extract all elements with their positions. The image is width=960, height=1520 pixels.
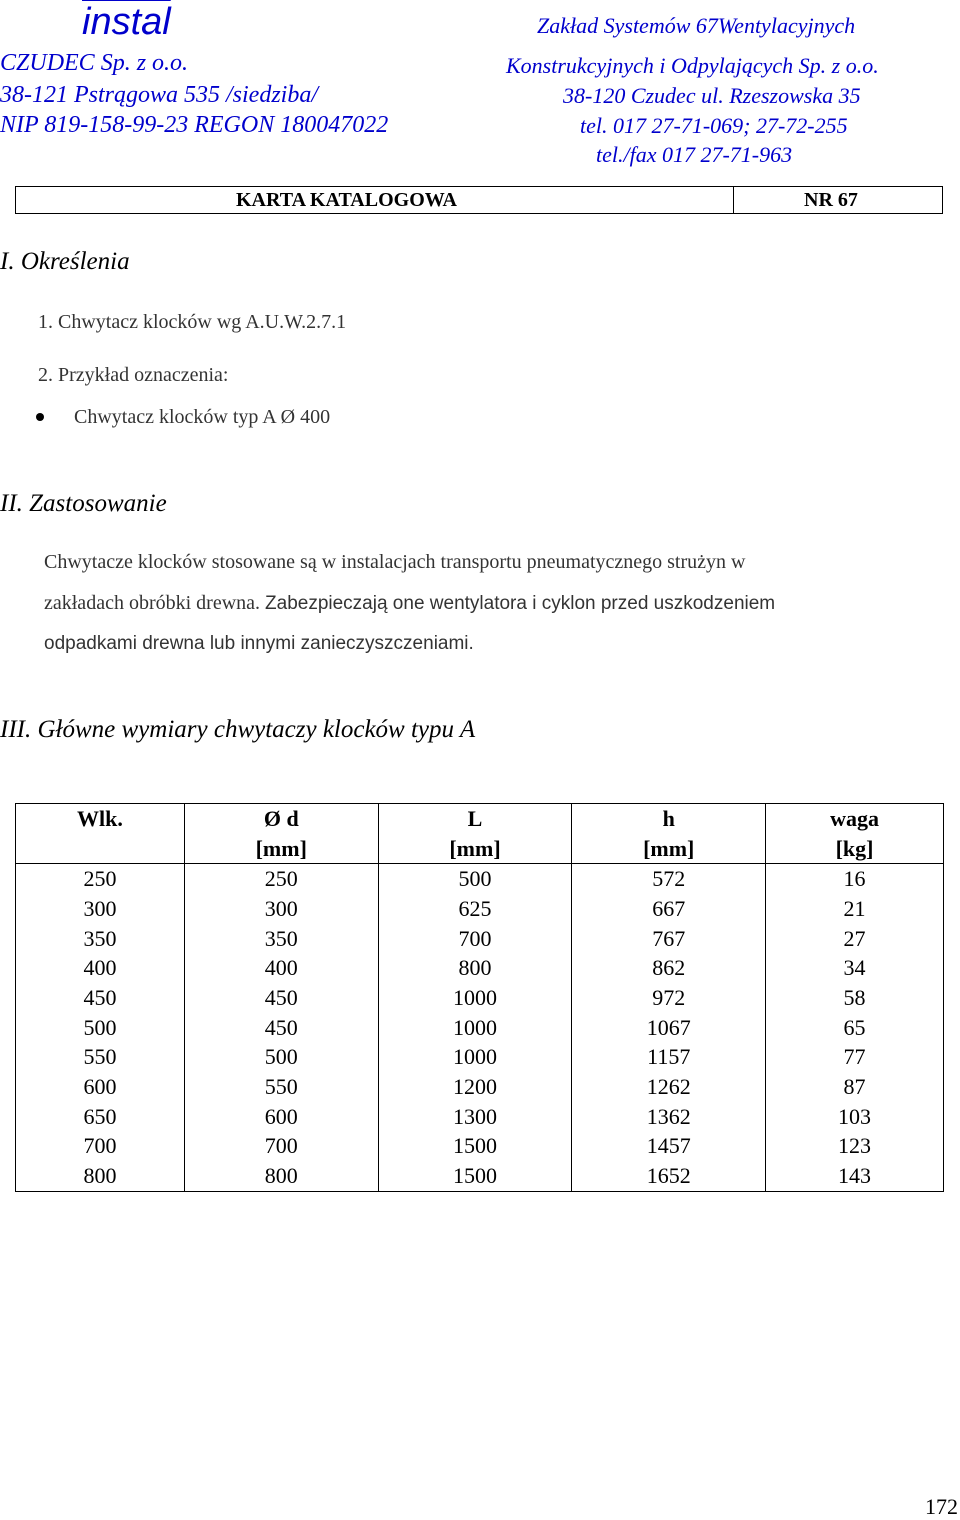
company-address: 38-121 Pstrągowa 535 /siedziba/ [0, 82, 319, 108]
catalog-card-box [15, 186, 943, 214]
table-row [16, 953, 944, 983]
table-cell: 400 [184, 953, 378, 983]
table-cell: 1262 [572, 1072, 766, 1102]
definition-item-2: 2. Przykład oznaczenia: [38, 364, 229, 386]
partner-address: 38-120 Czudec ul. Rzeszowska 35 [563, 83, 861, 108]
partner-fax: tel./fax 017 27-71-963 [596, 142, 793, 167]
definition-item-1: 1. Chwytacz klocków wg A.U.W.2.7.1 [38, 311, 347, 333]
table-cell: 1000 [378, 1043, 572, 1073]
table-cell: 767 [572, 924, 766, 954]
table-row [16, 983, 944, 1013]
header-cell: Ø d [184, 804, 378, 834]
table-row [16, 894, 944, 924]
table-cell: 1000 [378, 1013, 572, 1043]
table-cell: 1500 [378, 1161, 572, 1191]
partner-phone: tel. 017 27-71-069; 27-72-255 [580, 113, 848, 138]
catalog-card-title: KARTA KATALOGOWA [236, 189, 457, 211]
table-cell: 1362 [572, 1102, 766, 1132]
table-cell: 1457 [572, 1132, 766, 1162]
table-cell: 800 [16, 1161, 185, 1191]
table-cell: 250 [184, 864, 378, 894]
dimensions-table [15, 803, 944, 1192]
table-cell: 400 [16, 953, 185, 983]
table-cell: 800 [378, 953, 572, 983]
table-cell: 58 [766, 983, 944, 1013]
table-cell: 103 [766, 1102, 944, 1132]
table-cell: 1000 [378, 983, 572, 1013]
table-cell: 1200 [378, 1072, 572, 1102]
header-cell: L [378, 804, 572, 834]
header-cell: h [572, 804, 766, 834]
table-cell: 1500 [378, 1132, 572, 1162]
table-row [16, 1072, 944, 1102]
table-cell: 21 [766, 894, 944, 924]
unit-cell: [mm] [184, 834, 378, 864]
catalog-card-divider [733, 187, 734, 213]
table-cell: 700 [378, 924, 572, 954]
table-cell: 1157 [572, 1043, 766, 1073]
table-cell: 16 [766, 864, 944, 894]
table-row [16, 1013, 944, 1043]
table-header-row [16, 804, 944, 834]
table-cell: 350 [16, 924, 185, 954]
table-units-row [16, 834, 944, 864]
catalog-card-number: NR 67 [804, 189, 858, 211]
company-name: CZUDEC Sp. z o.o. [0, 50, 189, 76]
bullet-icon [36, 413, 44, 421]
table-cell: 300 [184, 894, 378, 924]
table-cell: 800 [184, 1161, 378, 1191]
company-logo: instal [82, 1, 171, 43]
company-nip-regon: NIP 819-158-99-23 REGON 180047022 [0, 112, 389, 138]
table-cell: 87 [766, 1072, 944, 1102]
table-cell: 550 [184, 1072, 378, 1102]
table-row [16, 864, 944, 894]
application-line-2b: Zabezpieczają one wentylatora i cyklon przed uszkodzeniem [265, 593, 776, 614]
section-3-heading: III. Główne wymiary chwytaczy klocków typu A [0, 716, 476, 743]
table-cell: 500 [184, 1043, 378, 1073]
table-cell: 450 [16, 983, 185, 1013]
application-line-1: Chwytacze klocków stosowane są w instalacjach transportu pneumatycznego strużyn w [44, 551, 746, 573]
table-cell: 700 [184, 1132, 378, 1162]
table-cell: 1652 [572, 1161, 766, 1191]
table-cell: 700 [16, 1132, 185, 1162]
table-cell: 600 [184, 1102, 378, 1132]
table-cell: 27 [766, 924, 944, 954]
table-row [16, 1132, 944, 1162]
table-row [16, 1161, 944, 1191]
table-cell: 550 [16, 1043, 185, 1073]
unit-cell: [mm] [572, 834, 766, 864]
unit-cell [16, 834, 185, 864]
designation-example: Chwytacz klocków typ A Ø 400 [74, 406, 331, 428]
table-cell: 143 [766, 1161, 944, 1191]
table-cell: 667 [572, 894, 766, 924]
table-cell: 1300 [378, 1102, 572, 1132]
table-cell: 972 [572, 983, 766, 1013]
table-cell: 450 [184, 1013, 378, 1043]
table-cell: 65 [766, 1013, 944, 1043]
table-cell: 300 [16, 894, 185, 924]
unit-cell: [mm] [378, 834, 572, 864]
table-cell: 862 [572, 953, 766, 983]
section-1-heading: I. Określenia [0, 248, 130, 275]
table-cell: 350 [184, 924, 378, 954]
application-line-3: odpadkami drewna lub innymi zanieczyszczeniami. [44, 633, 474, 654]
table-cell: 250 [16, 864, 185, 894]
table-cell: 450 [184, 983, 378, 1013]
table-cell: 625 [378, 894, 572, 924]
application-line-2 [44, 590, 775, 617]
table-cell: 77 [766, 1043, 944, 1073]
table-cell: 572 [572, 864, 766, 894]
table-cell: 1067 [572, 1013, 766, 1043]
unit-cell: [kg] [766, 834, 944, 864]
table-cell: 34 [766, 953, 944, 983]
table-cell: 650 [16, 1102, 185, 1132]
table-cell: 600 [16, 1072, 185, 1102]
table-cell: 123 [766, 1132, 944, 1162]
header-cell: waga [766, 804, 944, 834]
table-row [16, 1043, 944, 1073]
table-cell: 500 [378, 864, 572, 894]
partner-name-line1: Zakład Systemów 67Wentylacyjnych [537, 13, 856, 38]
header-cell: Wlk. [16, 804, 185, 834]
page-number: 172 [925, 1494, 958, 1519]
partner-name-line2: Konstrukcyjnych i Odpylających Sp. z o.o. [506, 53, 879, 78]
table-cell: 500 [16, 1013, 185, 1043]
table-row [16, 1102, 944, 1132]
section-2-heading: II. Zastosowanie [0, 490, 167, 517]
table-row [16, 924, 944, 954]
application-line-2a: zakładach obróbki drewna. [44, 592, 266, 614]
